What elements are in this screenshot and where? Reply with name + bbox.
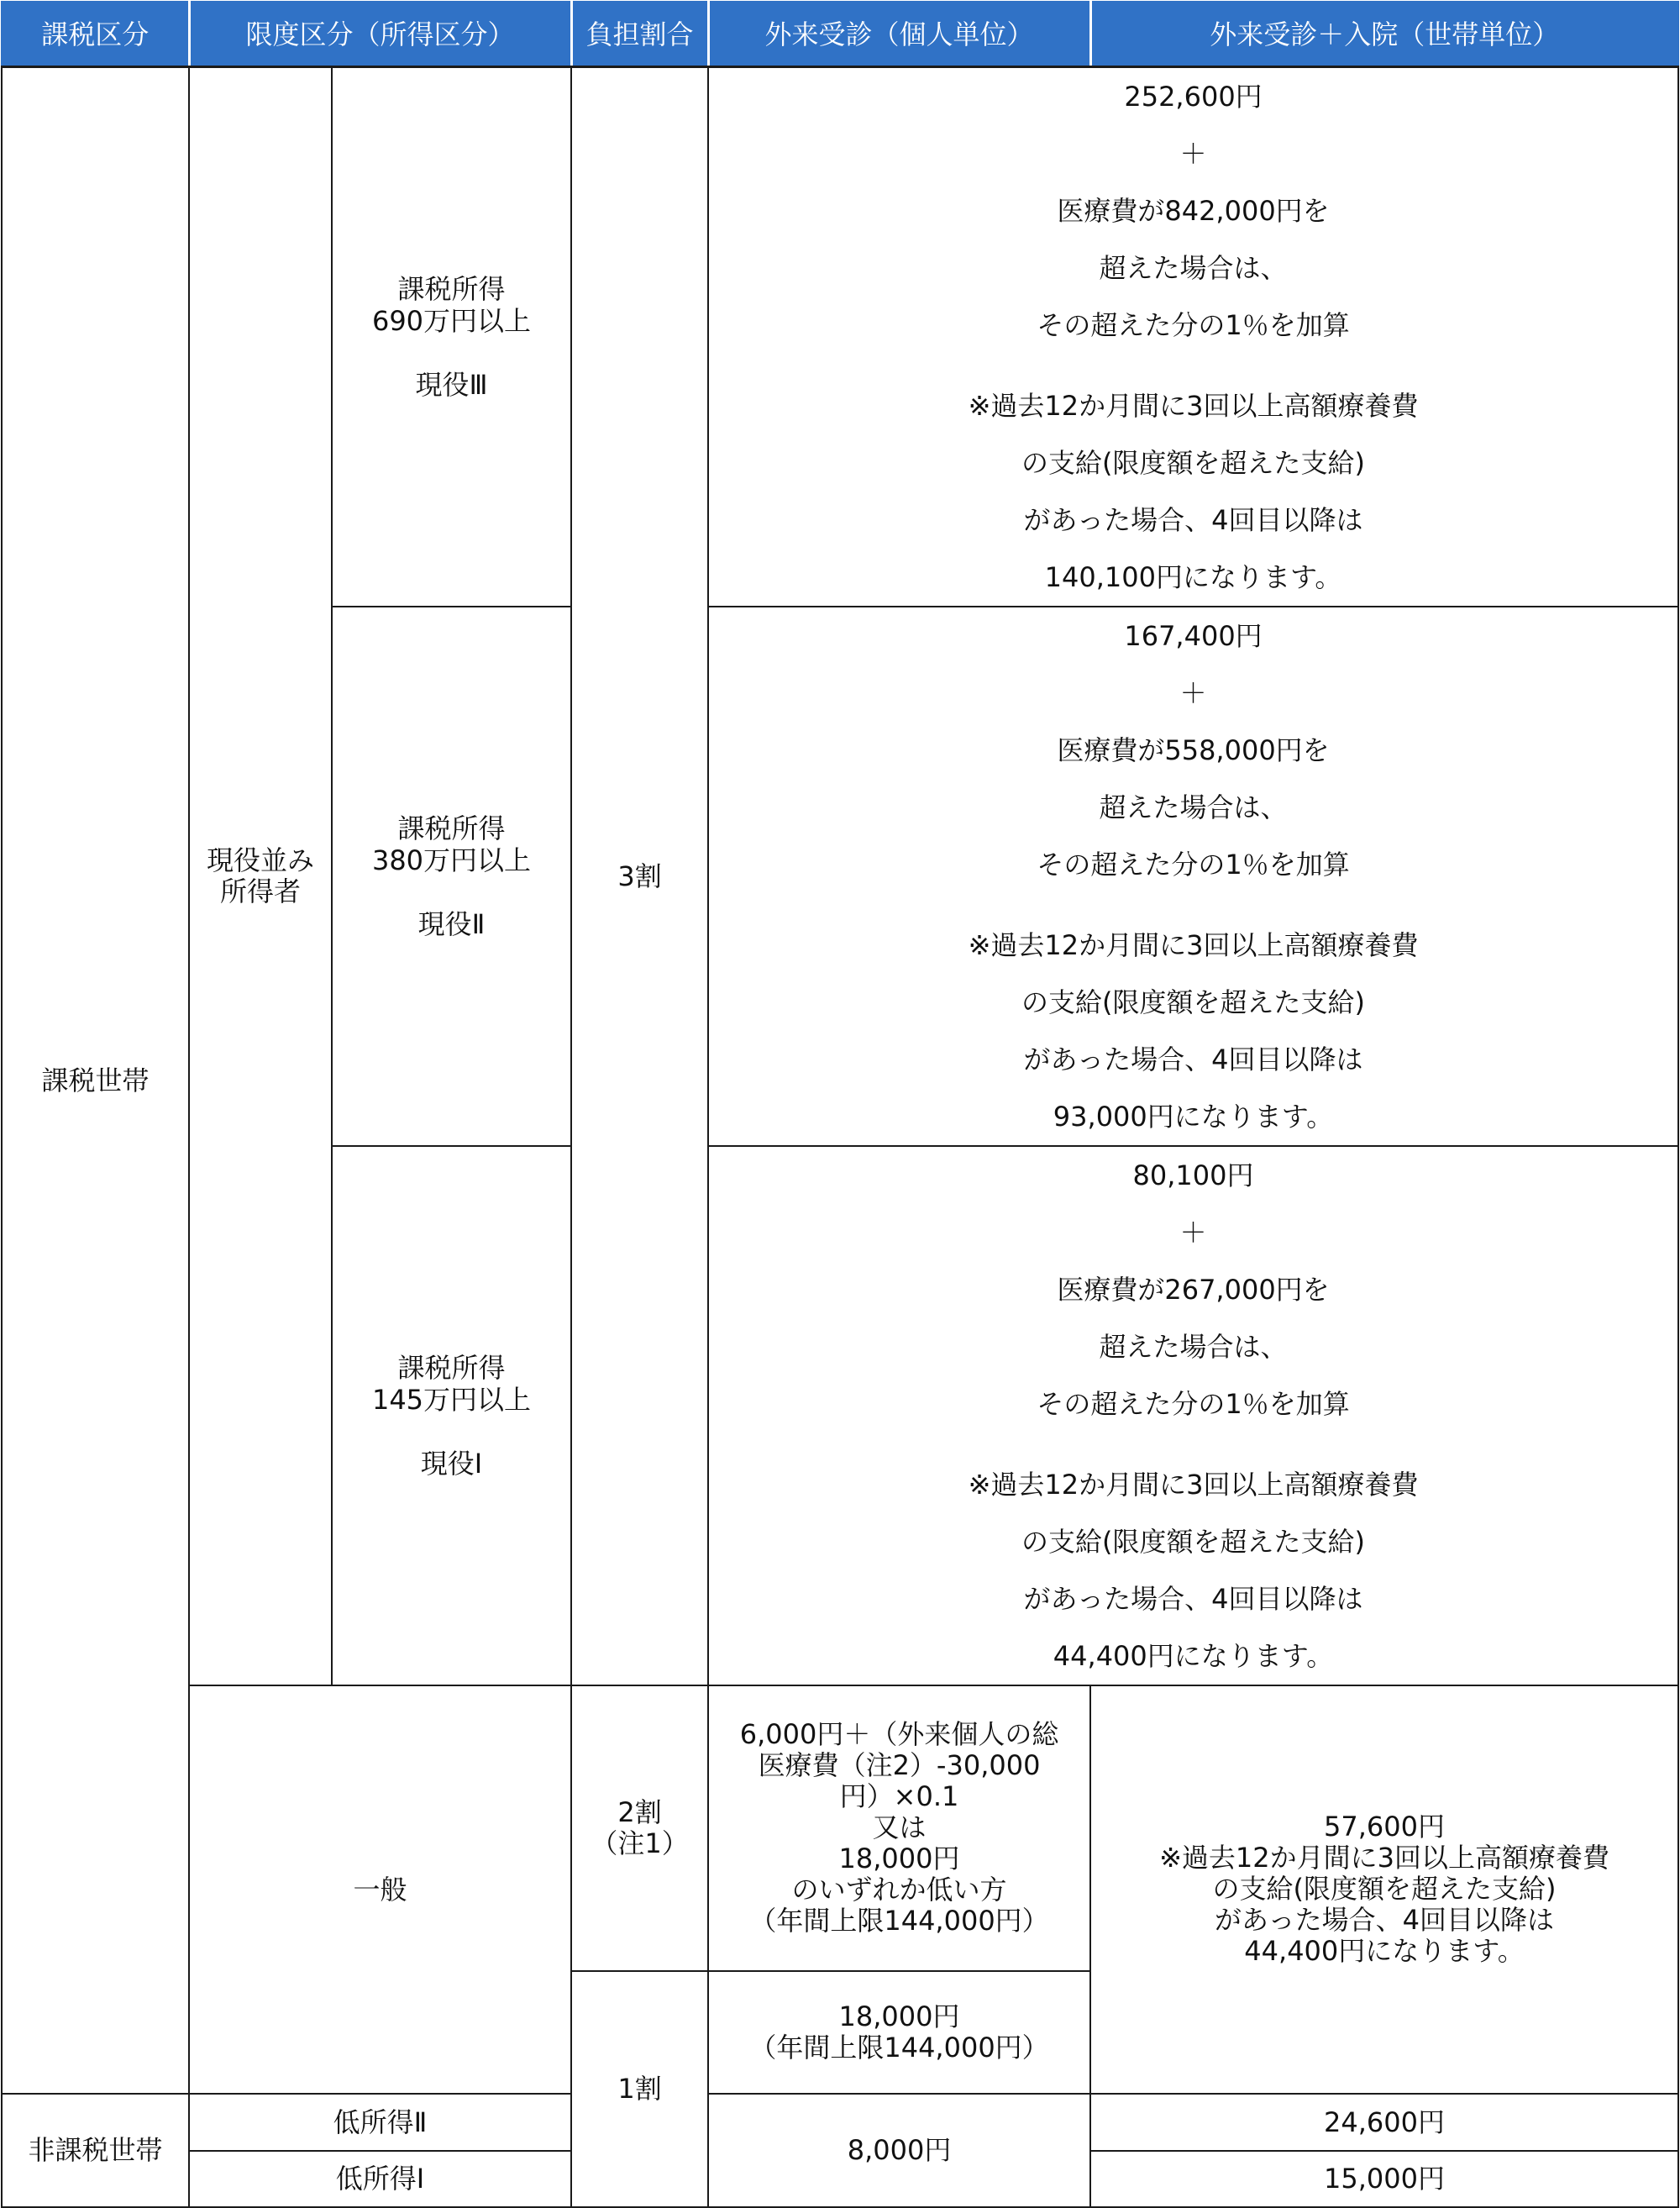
outpatient-general-1-cell: 18,000円 （年間上限144,000円）: [708, 1971, 1090, 2094]
row-active-3: [2, 66, 1678, 607]
header-outpatient-inpatient-household: 外来受診＋入院（世帯単位）: [1090, 1, 1678, 66]
non-taxable-household-cell: 非課税世帯: [2, 2094, 189, 2207]
limit-active-3-cell: 252,600円 ＋ 医療費が842,000円を 超えた場合は、 その超えた分の1％を加算 ※過去12か月間に3回以上高額療養費 の支給(限度額を超えた支給) があった場合、4回目以降は 140,100円になります。: [708, 66, 1678, 607]
header-limit-category: 限度区分（所得区分）: [189, 1, 571, 66]
ratio-1-cell: 1割: [571, 1971, 708, 2207]
taxable-household-cell: 課税世帯: [2, 66, 189, 2094]
header-tax-category: 課税区分: [2, 1, 189, 66]
ratio-2-cell: 2割 （注1）: [571, 1685, 708, 1971]
header-outpatient-individual: 外来受診（個人単位）: [708, 1, 1090, 66]
tier-name: 現役Ⅱ: [417, 907, 486, 940]
household-low-income-1-cell: 15,000円: [1090, 2151, 1678, 2207]
ratio-3-cell: 3割: [571, 66, 708, 1685]
header-burden-ratio: 負担割合: [571, 1, 708, 66]
header-row: [2, 1, 1678, 66]
low-income-1-cell: 低所得Ⅰ: [189, 2151, 571, 2207]
tier-active-1-cell: 課税所得 145万円以上 現役Ⅰ: [332, 1146, 571, 1685]
outpatient-general-2-cell: 6,000円＋（外来個人の総 医療費（注2）-30,000 円）×0.1 又は 18,000円 のいずれか低い方 （年間上限144,000円）: [708, 1685, 1090, 1971]
household-low-income-2-cell: 24,600円: [1090, 2094, 1678, 2151]
outpatient-non-taxable-cell: 8,000円: [708, 2094, 1090, 2207]
limit-active-2-cell: 167,400円 ＋ 医療費が558,000円を 超えた場合は、 その超えた分の1％を加算 ※過去12か月間に3回以上高額療養費 の支給(限度額を超えた支給) があった場合、4回目以降は 93,000円になります。: [708, 607, 1678, 1146]
row-general-2: [2, 1685, 1678, 1971]
tier-active-2-cell: 課税所得 380万円以上 現役Ⅱ: [332, 607, 571, 1146]
active-income-cell: 現役並み 所得者: [189, 66, 332, 1685]
general-cell: 一般: [189, 1685, 571, 2094]
row-low-income-2: [2, 2094, 1678, 2151]
tier-name: 現役Ⅰ: [420, 1447, 483, 1480]
low-income-2-cell: 低所得Ⅱ: [189, 2094, 571, 2151]
tier-name: 現役Ⅲ: [415, 368, 488, 401]
high-cost-medical-limit-table: [1, 1, 1679, 2208]
tier-active-3-cell: 課税所得 690万円以上 現役Ⅲ: [332, 66, 571, 607]
limit-active-1-cell: 80,100円 ＋ 医療費が267,000円を 超えた場合は、 その超えた分の1％を加算 ※過去12か月間に3回以上高額療養費 の支給(限度額を超えた支給) があった場合、4回目以降は 44,400円になります。: [708, 1146, 1678, 1685]
household-general-cell: 57,600円 ※過去12か月間に3回以上高額療養費 の支給(限度額を超えた支給) があった場合、4回目以降は 44,400円になります。: [1090, 1685, 1678, 2094]
